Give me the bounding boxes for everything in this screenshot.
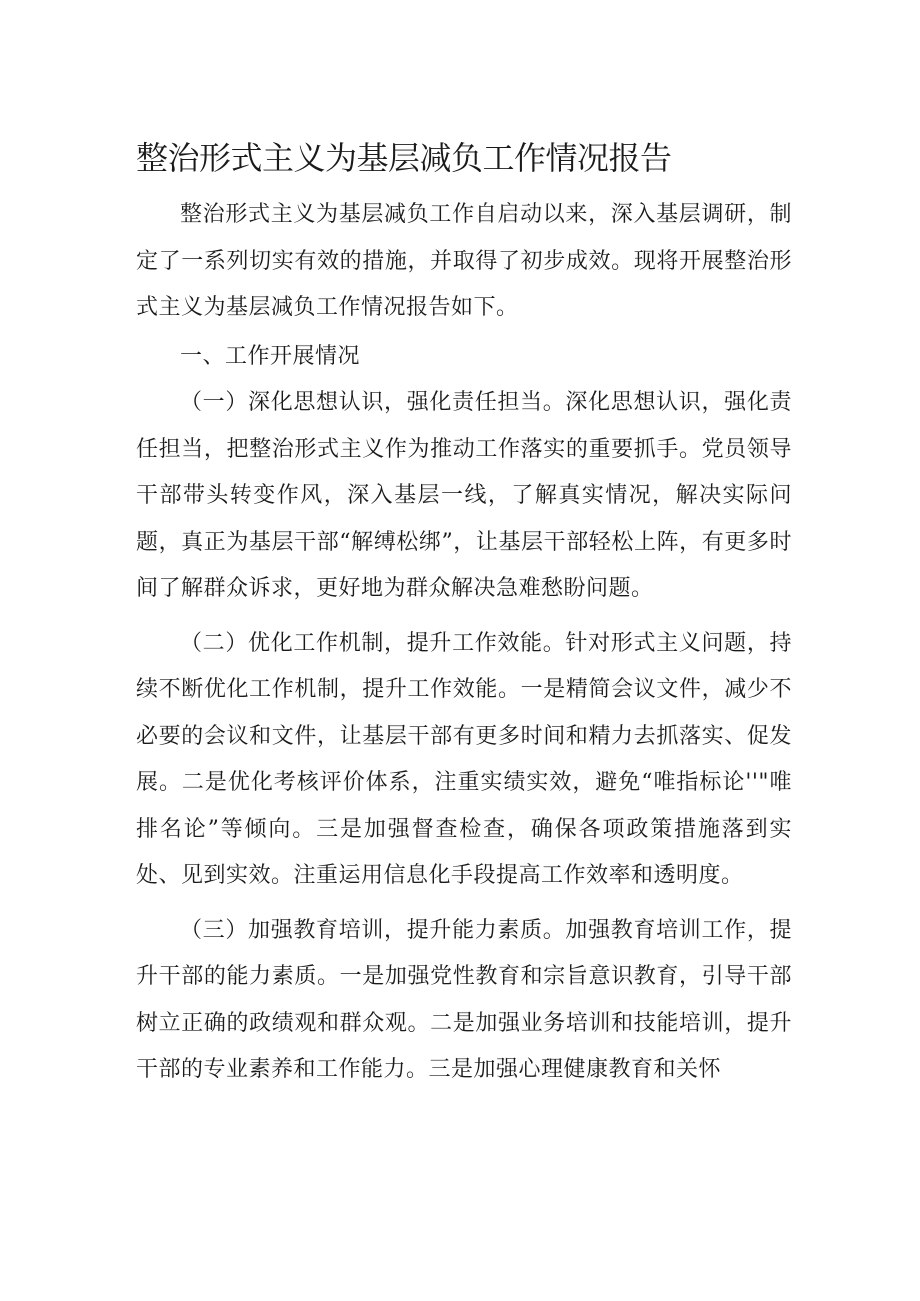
section-heading: 一、工作开展情况 — [180, 343, 361, 369]
body-paragraph: （三）加强教育培训，提升能力素质。加强教育培训工作，提升干部的能力素质。一是加强党性教育和宗旨意识教育，引导干部树立正确的政绩观和群众观。二是加强业务培训和技能培训，提升干部的专业素养和工作能力。三是加强心理健康教育和关怀 — [136, 917, 792, 1082]
body-paragraph: （一）深化思想认识，强化责任担当。深化思想认识，强化责任担当，把整治形式主义作为推动工作落实的重要抓手。党员领导干部带头转变作风，深入基层一线，了解真实情况，解决实际问题，真正为基层干部“解缚松绑”，让基层干部轻松上阵，有更多时间了解群众诉求，更好地为群众解决急难愁盼问题。 — [136, 390, 792, 601]
body-paragraph: （二）优化工作机制，提升工作效能。针对形式主义问题，持续不断优化工作机制，提升工作效能。一是精简会议文件，减少不必要的会议和文件，让基层干部有更多时间和精力去抓落实、促发展。二是优化考核评价体系，注重实绩实效，避免“唯指标论''"唯排名论”等倾向。三是加强督查检查，确保各项政策措施落到实处、见到实效。注重运用信息化手段提高工作效率和透明度。 — [136, 630, 792, 888]
intro-paragraph: 整治形式主义为基层减负工作自启动以来，深入基层调研，制定了一系列切实有效的措施，并取得了初步成效。现将开展整治形式主义为基层减负工作情况报告如下。 — [136, 202, 792, 320]
document-body — [136, 192, 792, 1094]
document-title: 整治形式主义为基层减负工作情况报告 — [136, 139, 672, 177]
